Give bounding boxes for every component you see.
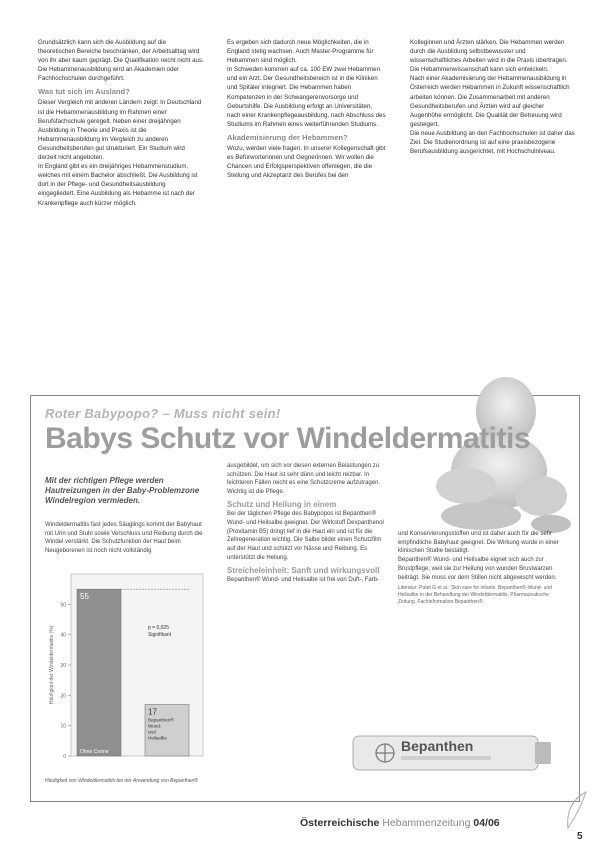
article-column-1 xyxy=(38,38,204,208)
paragraph: Grundsätzlich kann sich die Ausbildung auf die theoretischen Bereiche beschränken, der Arbeitsalltag wird von ihr aber kaum geprägt. Die Qualifikation reicht nicht aus. Die Hebammenausbildung wird an Akademien oder Fachhochschulen durchgeführt. xyxy=(38,39,204,83)
ad-lead: Mit der richtigen Pflege werden Hautreizungen in der Baby-Problemzone Windelregion vermieden. xyxy=(45,476,200,505)
magazine-subtitle: Hebammenzeitung xyxy=(382,817,471,829)
significance-annotation: p = 0,025 Signifikant xyxy=(148,625,172,639)
ad-column-3 xyxy=(398,462,568,606)
y-tick-label: 20 xyxy=(60,693,66,700)
chart-caption: Häufigkeit von Windeldermatitis bei der Anwendung von Bepanthen® xyxy=(45,778,198,784)
ad-subheading: Schutz und Heilung in einem xyxy=(227,499,337,509)
y-axis-label: Häufigkeit der Windeldermatitis (%) xyxy=(49,625,55,705)
section-heading: Akademisierung der Hebammen? xyxy=(227,132,348,142)
tube-label: Bepanthen xyxy=(401,738,474,754)
paragraph: Es ergeben sich dadurch neue Möglichkeiten, die in England stetig wachsen. Auch Master-Programme für Hebammen sind möglich. xyxy=(227,39,374,65)
ad-headline: Babys Schutz vor Windeldermatitis xyxy=(45,422,531,455)
paragraph: ausgebildet, um sich vor diesen externen Belastungen zu schützen. Die Haut ist sehr dünn und leicht reizbar. In leichteren Fällen reicht es eine Schutzcreme aufzutragen. Wichtig ist die Pflege. xyxy=(227,463,381,496)
issue-number: 04/06 xyxy=(473,817,500,829)
section-heading: Was tut sich im Ausland? xyxy=(38,87,130,97)
bar-category-label: Ohne Creme xyxy=(80,749,109,755)
paragraph: Bepanthen® Wund- und Heilsalbe eignet sich auch zur Brustpflege, weil sie zur Heilung von wunden Brustwarzen beiträgt. Sie muss vor dem Stillen nicht abgewischt werden. xyxy=(398,557,557,581)
ad-column-2 xyxy=(227,462,387,585)
references: Literatur: Putet G et al.: Skin care for infants. Bepanthen®-Wund- und Heilsalbe in der Behandlung der Windeldermatitis. Pharmazeutische Zeitung. Fachinformation Bepanthen®. xyxy=(398,585,552,606)
paragraph: Windeldermatitis fast jedes Säuglings kommt der Babyhaut mit Urin und Stuhl sowie Verschluss und Reibung durch die Windel verstärkt. Die Schutzfunktion der Haut beim Neugeborenen ist noch nicht vollständig xyxy=(45,522,203,555)
paragraph: Dieser Vergleich mit anderen Ländern zeigt: In Deutschland ist die Hebammenausbildung im Rahmen einer Berufsfachschule geregelt. Neben einer dreijährigen Ausbildung in Theorie und Praxis ist die Hebammenausbildung im Vergleich zu anderen Gesundheitsberufen gut strukturiert. Ein Studium wird derzeit nicht angeboten. xyxy=(38,99,202,162)
paragraph: Kolleginnen und Ärzten stärken. Die Hebammen werden durch die Ausbildung selbstbewusster und wissenschaftliches Arbeiten wird in die Praxis übertragen. Die Hebammenwissenschaft kann sich entwickeln. xyxy=(410,39,568,74)
article-column-2 xyxy=(227,38,387,180)
advertisement-box xyxy=(30,395,580,802)
article-column-3 xyxy=(410,38,576,156)
bepanthen-tube-image xyxy=(349,726,554,778)
ad-subheading: Streicheleinheit: Sanft und wirkungsvoll xyxy=(227,565,380,575)
page-footer xyxy=(300,817,500,829)
paragraph: Bei der täglichen Pflege des Babypopos ist Bepanthen® Wund- und Heilsalbe geeignet. Der Wirkstoff Dexpanthenol (Provitamin B5) dringt tief in die Haut ein und ist für die Zellregeneration wichtig. Die Salbe bildet einen Schutzfilm auf der Haut und schützt vor Nässe und Reibung. Es unterstützt die Heilung. xyxy=(227,511,384,561)
y-tick-label: 10 xyxy=(60,723,66,730)
leaf-ornament-icon xyxy=(560,790,590,830)
page-number: 5 xyxy=(577,831,583,842)
magazine-name: Österreichische xyxy=(300,817,380,829)
paragraph: und Konservierungsstoffen und ist daher auch für die sehr empfindliche Babyhaut geeignet. Die Wirkung wurde in einer klinischen Studie bestätigt. xyxy=(398,531,559,555)
paragraph: Die neue Ausbildung an den Fachhochschulen ist daher das Ziel. Die Studienordnung ist auf eine praxisbezogene Berufsausbildung ausgerichtet, mit Hochschulniveau. xyxy=(410,129,575,156)
ad-column-1 xyxy=(45,521,210,556)
bar-category-label: Bepanthen® Wund-und Heilsalbe xyxy=(148,717,174,741)
y-tick-label: 50 xyxy=(60,602,66,609)
paragraph: Nach einer Akademisierung der Hebammenausbildung in Österreich werden Hebammen in Zukunft wissenschaftlich arbeiten können. Die Zusammenarbeit mit anderen Gesundheitsberufen und Ärzten wird auf gleicher Augenhöhe ermöglicht. Die Qualität der Betreuung wird gesteigert. xyxy=(410,75,570,128)
bar-value-label: 17 xyxy=(148,707,157,717)
paragraph: Bepanthen® Wund- und Heilsalbe ist frei von Duft-, Farb- xyxy=(227,577,380,584)
paragraph: Wozu, werden viele fragen. In unserer Kollegenschaft gibt es Befürworterinnen und Gegnerinnen. Wir wollen die Chancen und Erfolgsperspektiven offenlegen, die die Stellung und Akzeptanz des Berufes bei den xyxy=(227,144,386,180)
paragraph: In England gibt es ein dreijähriges Hebammenstudium, welches mit einem Bachelor abschließt. Die Ausbildung ist dort in der Pflege- und Gesundheitsausbildung eingegliedert. Eine Ausbildung als Hebamme ist nach der Krankenpflege auch kürzer möglich. xyxy=(38,163,198,207)
y-tick-label: 40 xyxy=(60,632,66,639)
y-tick-label: 0 xyxy=(63,754,66,760)
paragraph: In Schweden kommen auf ca. 100 EW zwei Hebammen und ein Arzt. Der Gesundheitsbereich ist in die Kliniken und Spitäler integriert. Die Hebammen haben Kompetenzen in der Schwangerenvorsorge und Geburtshilfe. Die Ausbildung erfolgt an Universitäten, nach einer Krankenpflegeausbildung, nach Abschluss des Studiums im Rahmen eines weiterführenden Studiums. xyxy=(227,66,386,128)
bar xyxy=(77,589,121,756)
y-tick-label: 30 xyxy=(60,663,66,669)
bar-chart xyxy=(45,566,210,776)
bar-value-label: 55 xyxy=(80,592,89,602)
ad-kicker: Roter Babypopo? – Muss nicht sein! xyxy=(45,406,281,421)
